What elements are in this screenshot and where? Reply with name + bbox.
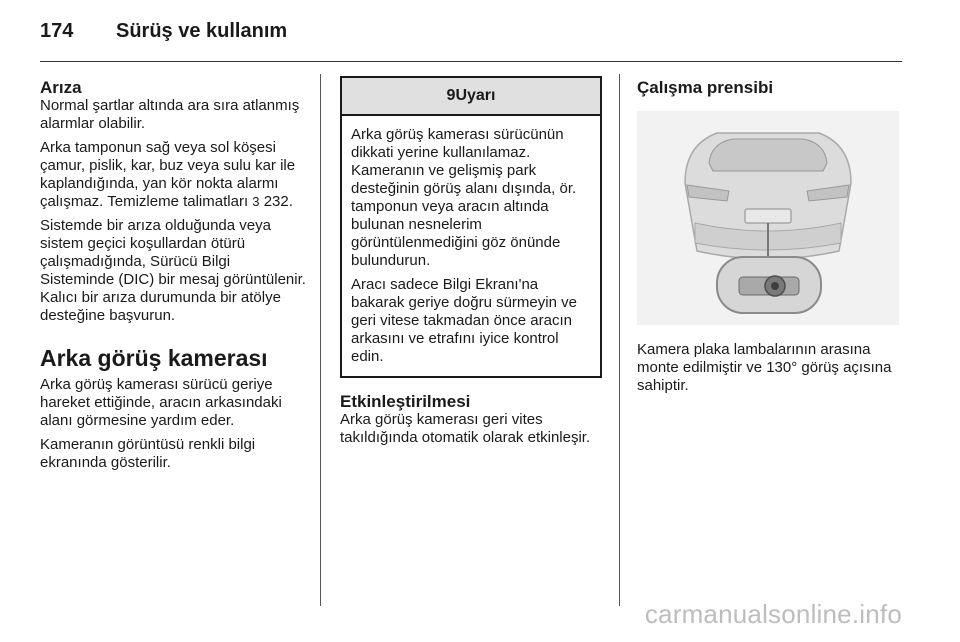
warning-paragraph-2: Aracı sadece Bilgi Ekranı'na bakarak geriye doğru sürmeyin ve geri vitese takmadan önce aracın arkasını ve etrafını iyice kontrol edin. [351, 276, 577, 365]
page-header [40, 20, 287, 43]
camera-location-illustration [637, 111, 899, 325]
fault-heading: Arıza [40, 78, 82, 97]
license-plate [745, 209, 791, 223]
warning-header [342, 78, 600, 116]
camera-paragraph-1: Arka görüş kamerası sürücü geriye hareket ettiğinde, aracın arkasındaki alanı görmesine yardım eder. [40, 376, 282, 429]
warning-triangle-icon: 9 [446, 87, 456, 104]
column-right [637, 78, 907, 401]
section-heading: Arka görüş kamerası [40, 345, 268, 371]
page-reference-icon: 3 [252, 194, 260, 209]
fault-paragraph-1: Normal şartlar altında ara sıra atlanmış alarmlar olabilir. [40, 97, 300, 132]
page-number: 174 [40, 20, 74, 42]
illustration-caption: Kamera plaka lambalarının arasına monte edilmiştir ve 130° görüş açısına sahiptir. [637, 341, 892, 394]
principle-heading: Çalışma prensibi [637, 78, 774, 97]
chapter-title: Sürüş ve kullanım [116, 20, 288, 42]
fault-paragraph-3: Sistemde bir arıza olduğunda veya sistem geçici koşullardan ötürü çalışmadığında, Sürücü Bilgi Sisteminde (DIC) bir mesaj görüntülenir. Kalıcı bir arıza durumunda bir atölye desteğine başvurun. [40, 217, 306, 324]
activation-heading: Etkinleştirilmesi [340, 392, 471, 411]
warning-paragraph-1: Arka görüş kamerası sürücünün dikkati yerine kullanılamaz. Kameranın ve gelişmiş park desteğinin görüş alanı dışında, ör. tamponun veya aracın altında bulunan nesnelerim görüntülenmediğini göz önünde bulundurun. [351, 126, 577, 269]
fault-paragraph-2-text: Arka tamponun sağ veya sol köşesi çamur, pislik, kar, buz veya sulu kar ile kaplandığında, yan kör nokta alarmı çalışmaz. Temizleme talimatları [40, 139, 296, 210]
column-divider-2 [619, 74, 620, 606]
column-divider-1 [320, 74, 321, 606]
page-reference-link[interactable]: 232. [263, 193, 293, 210]
camera-paragraph-2: Kameranın görüntüsü renkli bilgi ekranında gösterilir. [40, 436, 256, 471]
warning-title: Uyarı [455, 87, 496, 104]
warning-body [342, 116, 600, 376]
column-left [40, 78, 308, 478]
warning-box [340, 76, 602, 378]
watermark: carmanualsonline.info [644, 599, 902, 629]
activation-paragraph: Arka görüş kamerası geri vites takıldığında otomatik olarak etkinleşir. [340, 411, 591, 446]
column-middle [340, 78, 602, 453]
rear-window [709, 139, 827, 171]
fault-paragraph-2 [40, 139, 308, 211]
camera-lens-center [771, 282, 779, 290]
header-divider [40, 61, 902, 62]
